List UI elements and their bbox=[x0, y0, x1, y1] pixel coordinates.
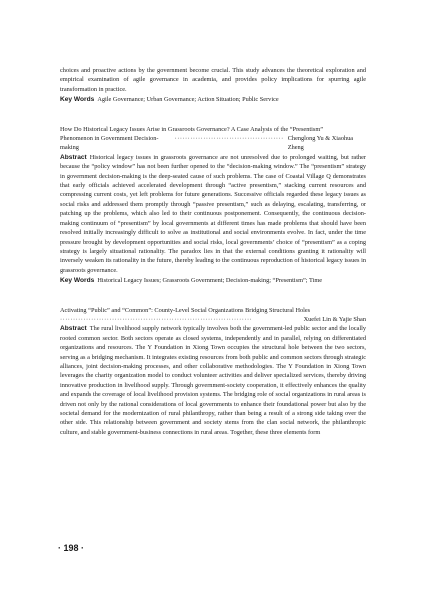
keywords-text: Historical Legacy Issues; Grassroots Government; Decision-making; “Presentism”; Time bbox=[97, 277, 323, 285]
intro-keywords bbox=[60, 95, 366, 104]
leader-dots: ·········································································· bbox=[60, 315, 253, 323]
article-authors: Xuefei Lin & Yajie Shan bbox=[303, 315, 366, 323]
article-keywords bbox=[60, 276, 366, 285]
article-presentism bbox=[60, 125, 366, 286]
intro-abstract-continuation: choices and proactive actions by the government become crucial. This study advances the theoretical exploration and empirical examination of agile governance in academia, and provides policy implications for spurring agile transformation in practice. bbox=[60, 67, 366, 93]
article-authors: Chenglong Yu & Xiaohua Zheng bbox=[287, 135, 354, 152]
article-public-common bbox=[60, 306, 366, 438]
keywords-label: Key Words bbox=[60, 277, 95, 285]
abstract-label: Abstract bbox=[60, 153, 87, 161]
intro-section bbox=[60, 66, 366, 105]
page-content bbox=[60, 66, 366, 437]
keywords-text: Agile Governance; Urban Governance; Action Situation; Public Service bbox=[97, 96, 279, 104]
abstract-label: Abstract bbox=[60, 325, 87, 333]
article-abstract bbox=[60, 153, 366, 275]
article-title-continuation: Phenomenon in Government Decision-making bbox=[60, 135, 159, 152]
article-title: Activating “Public” and “Common”: County-Level Social Organizations Bridging Structural Holes bbox=[60, 306, 311, 314]
keywords-label: Key Words bbox=[60, 96, 95, 104]
abstract-text: The rural livelihood supply network typically involves both the government-led public sector and the locally rooted common sector. Both sectors operate as closed systems, independently and in parallel, relying on differentiated organizations and resources. The Y Foundation in Xiong Town occupies the structural hole between the two sectors, serving as a bridging mechanism. It integrates existing resources from both public and common sectors through strategic alliances, joint decision-making processes, and other collaborative methodologies. The Y Foundation in Xiong Town leverages the charity organization model to conduct volunteer activities and deliver specialized services, thereby driving innovative production in livelihood supply. Through government-society cooperation, it effectively enhances the quality and expands the coverage of local livelihood provision systems. The bridging role of social organizations in rural areas is driven not only by the rational considerations of local governments to enhance their foundational power but also by the societal demand for the modernization of rural philanthropy, rather than being a result of a strong side taking over the other side. This relationship between government and society stems from the clan social network, the philanthropic culture, and stable government-business connections in rural areas. Together, these three elements form bbox=[60, 325, 366, 436]
article-abstract bbox=[60, 324, 366, 437]
article-title-line1: How Do Historical Legacy Issues Arise in Grassroots Governance? A Case Analysis of the “Presentism” bbox=[60, 125, 324, 133]
article-title-line2 bbox=[60, 134, 366, 153]
page-number: · 198 · bbox=[58, 543, 85, 553]
abstract-text: Historical legacy issues in grassroots governance are not unresolved due to prolonged waiting, but rather because the “policy window” has not been further opened to the “decision-making window.” The “presentism” strategy in government decision-making is the deep-seated cause of such problems. The case of Coastal Village Q demonstrates that early officials achieved accelerated development through “active presentism,” stacking current resources and compressing current costs, yet left problems for future generations. Successive officials regarded these legacy issues as social risks and addressed them promptly through “passive presentism,” such as delaying, escalating, transferring, or patching up the problems, which also led to their continuous postponement. Consequently, the continuous decision-making continuum of “presentism” by local governments at different times has made problems that should have been resolved initially increasingly difficult to solve as institutional and social environments evolve. In fact, under the time pressure brought by development opportunities and social risks, local governments’ choice of “presentism” as a coping strategy is largely situational rationality. The paradox lies in that the external conditions granting it rationality will inversely weaken its rationality in the future, thereby leading to the continuous reproduction of historical legacy issues in grassroots governance. bbox=[60, 153, 366, 274]
article-byline bbox=[60, 315, 366, 324]
leader-dots: ·········································· bbox=[174, 135, 284, 143]
